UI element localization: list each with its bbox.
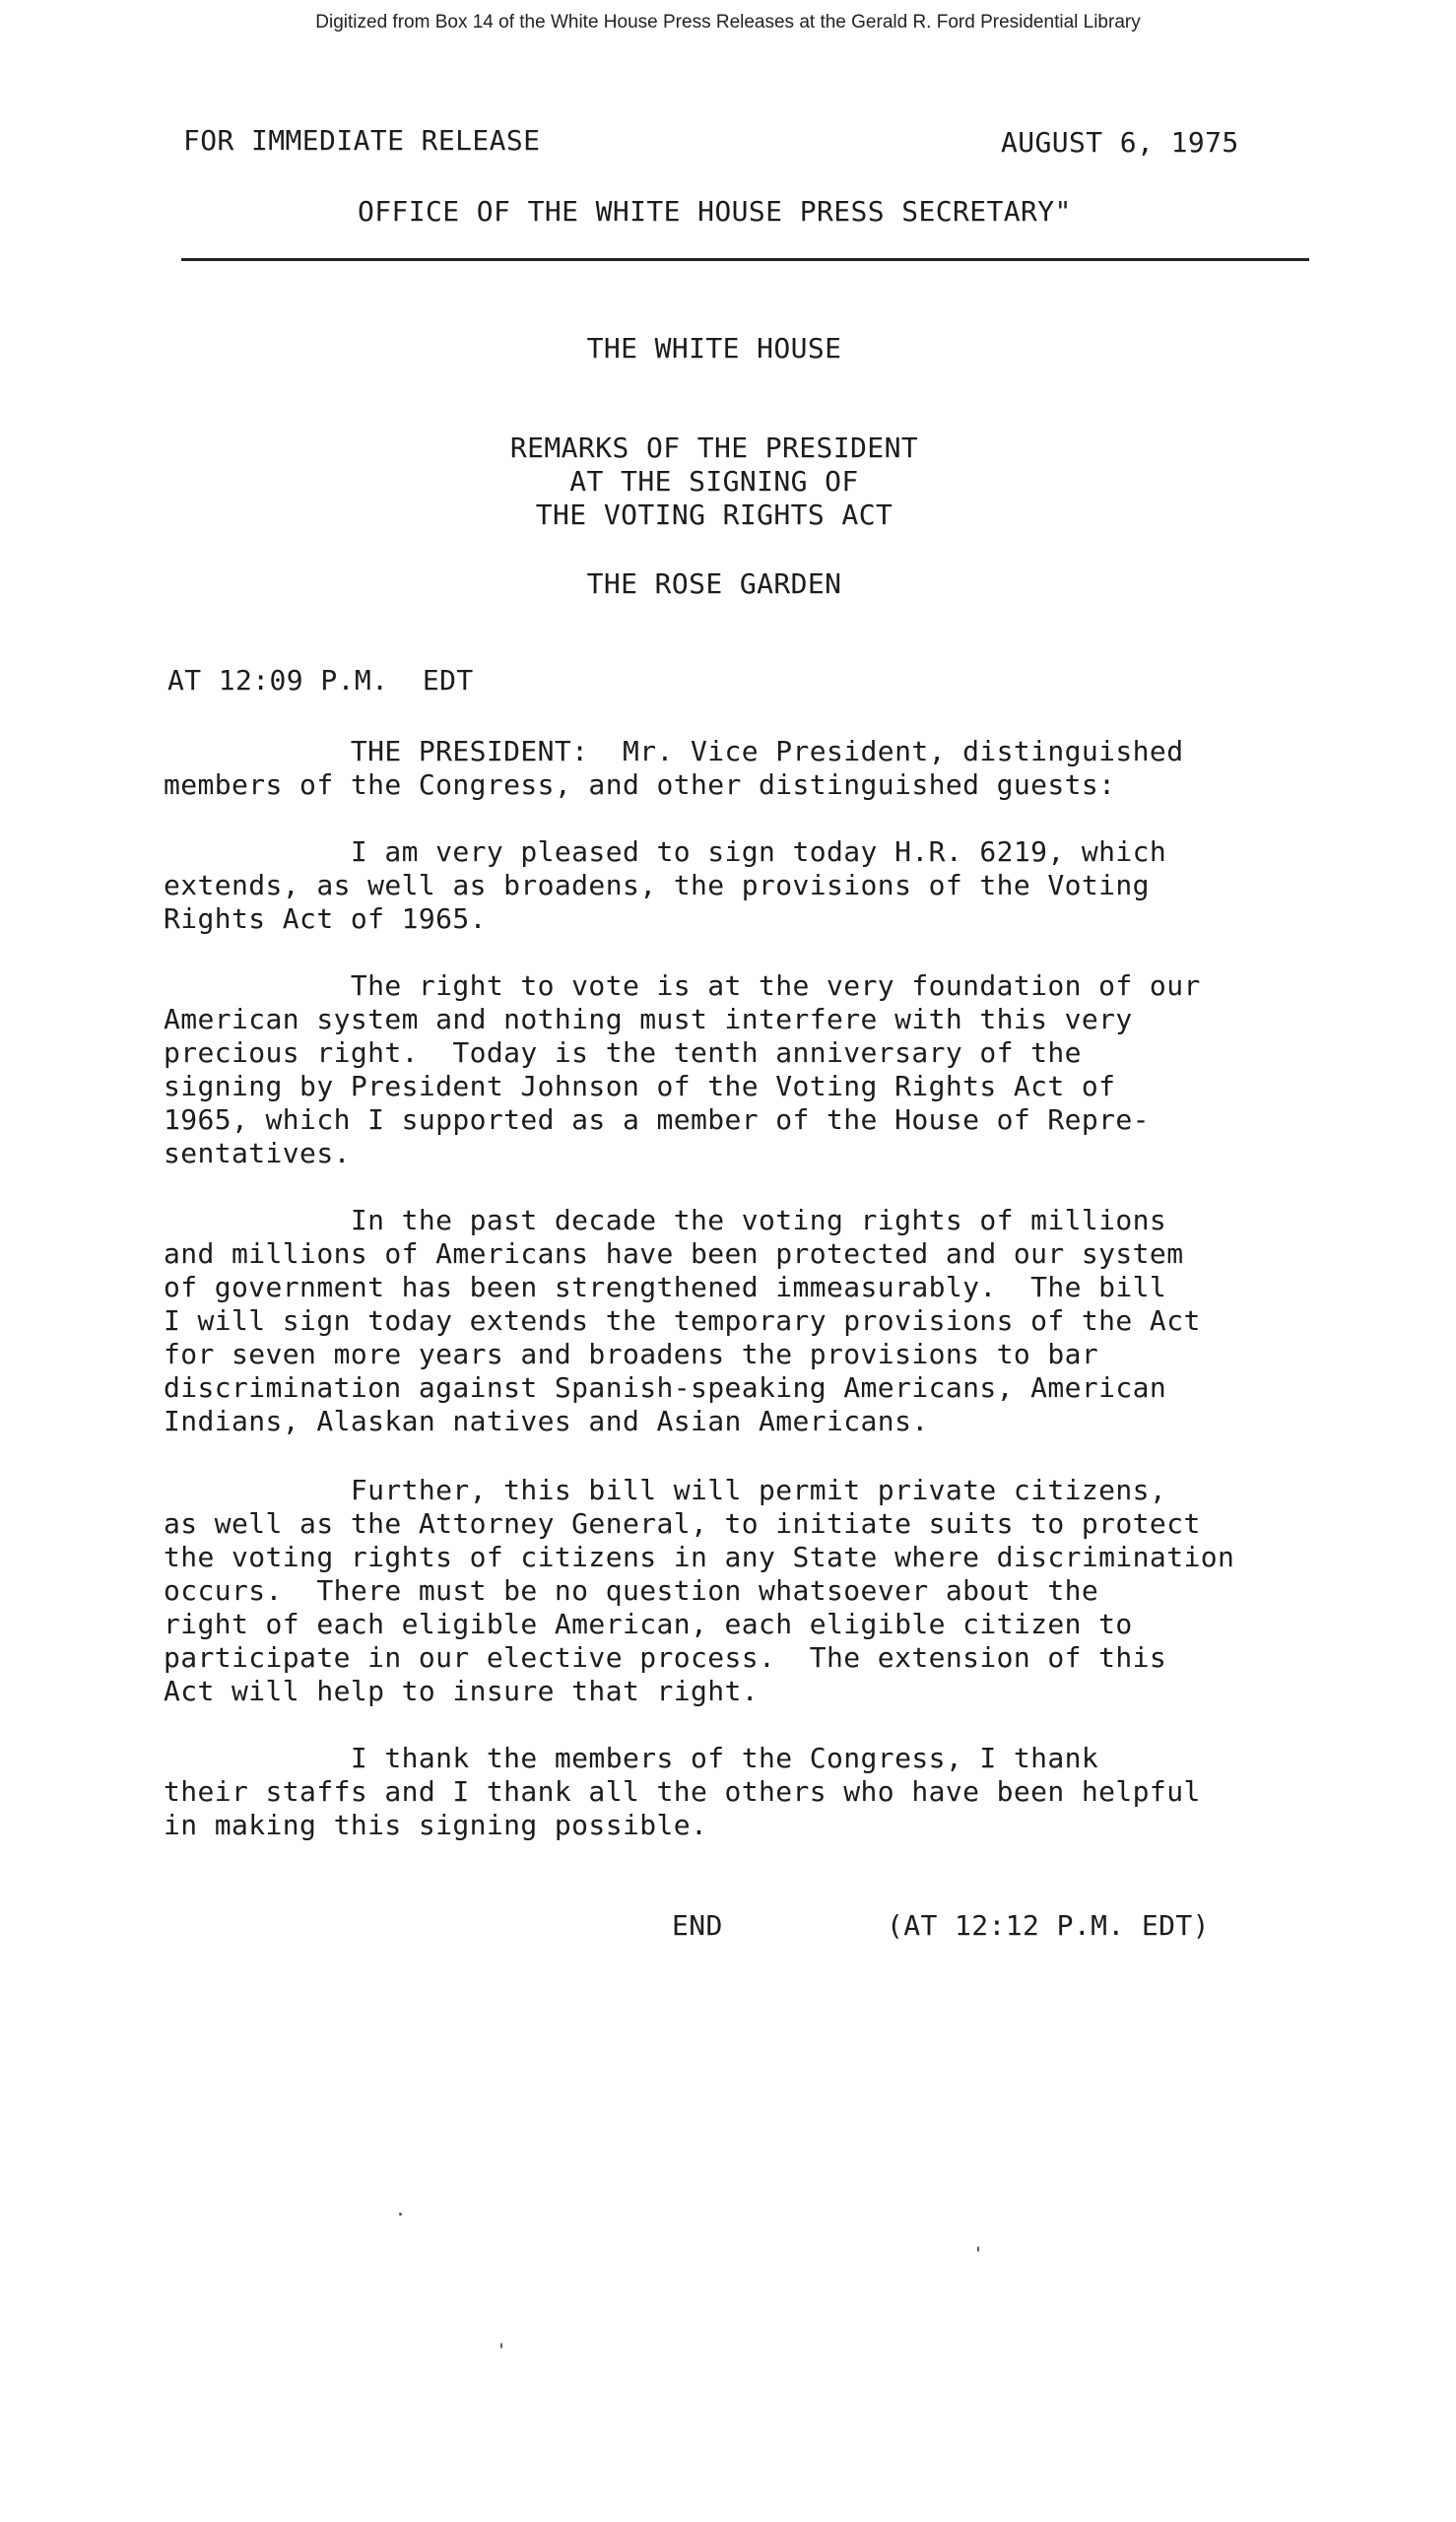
paragraph-signing: I am very pleased to sign today H.R. 6219, which extends, as well as broadens, the provisions of the Voting Rights Act of 1965. <box>164 835 1167 935</box>
paragraph-thanks: I thank the members of the Congress, I thank their staffs and I thank all the others who have been helpful in making this signing possible. <box>164 1742 1201 1841</box>
end-time: (AT 12:12 P.M. EDT) <box>887 1909 1210 1942</box>
end-marker: END <box>672 1909 723 1942</box>
release-label: FOR IMMEDIATE RELEASE <box>183 124 541 157</box>
paragraph-past-decade: In the past decade the voting rights of millions and millions of Americans have been protected and our system of government has been strengthened immeasurably. The bill I will sign today extends the temporary provisions of the Act for seven more years and broadens the provisions to bar discrimination against Spanish-speaking Americans, American Indians, Alaskan natives and Asian Americans. <box>164 1204 1201 1437</box>
location-heading: THE ROSE GARDEN <box>586 567 842 600</box>
paragraph-further: Further, this bill will permit private citizens, as well as the Attorney General, to initiate suits to protect the voting rights of citizens in any State where discrimination occurs. There must be no question whatsoever about the right of each eligible American, each eligible citizen to participate in our elective process. The extension of this Act will help to insure that right. <box>164 1474 1235 1707</box>
start-time: AT 12:09 P.M. EDT <box>167 664 474 697</box>
header-divider <box>181 258 1309 261</box>
remarks-title: REMARKS OF THE PRESIDENT AT THE SIGNING OF THE VOTING RIGHTS ACT <box>509 431 919 531</box>
digitized-note: Digitized from Box 14 of the White House Press Releases at the Gerald R. Ford Presidential Library <box>315 12 1141 33</box>
scan-speck <box>399 2213 402 2216</box>
release-date: AUGUST 6, 1975 <box>1001 126 1239 159</box>
office-heading: OFFICE OF THE WHITE HOUSE PRESS SECRETARY" <box>358 195 1072 228</box>
scan-speck <box>977 2246 979 2252</box>
paragraph-right-to-vote: The right to vote is at the very foundation of our American system and nothing must interfere with this very precious right. Today is the tenth anniversary of the signing by President Johnson of the Voting Rights Act of 1965, which I supported as a member of the House of Repre- sentatives. <box>164 969 1201 1169</box>
paragraph-greeting: THE PRESIDENT: Mr. Vice President, distinguished members of the Congress, and other distinguished guests: <box>164 735 1184 801</box>
white-house-heading: THE WHITE HOUSE <box>586 332 842 365</box>
scan-speck <box>500 2343 502 2349</box>
